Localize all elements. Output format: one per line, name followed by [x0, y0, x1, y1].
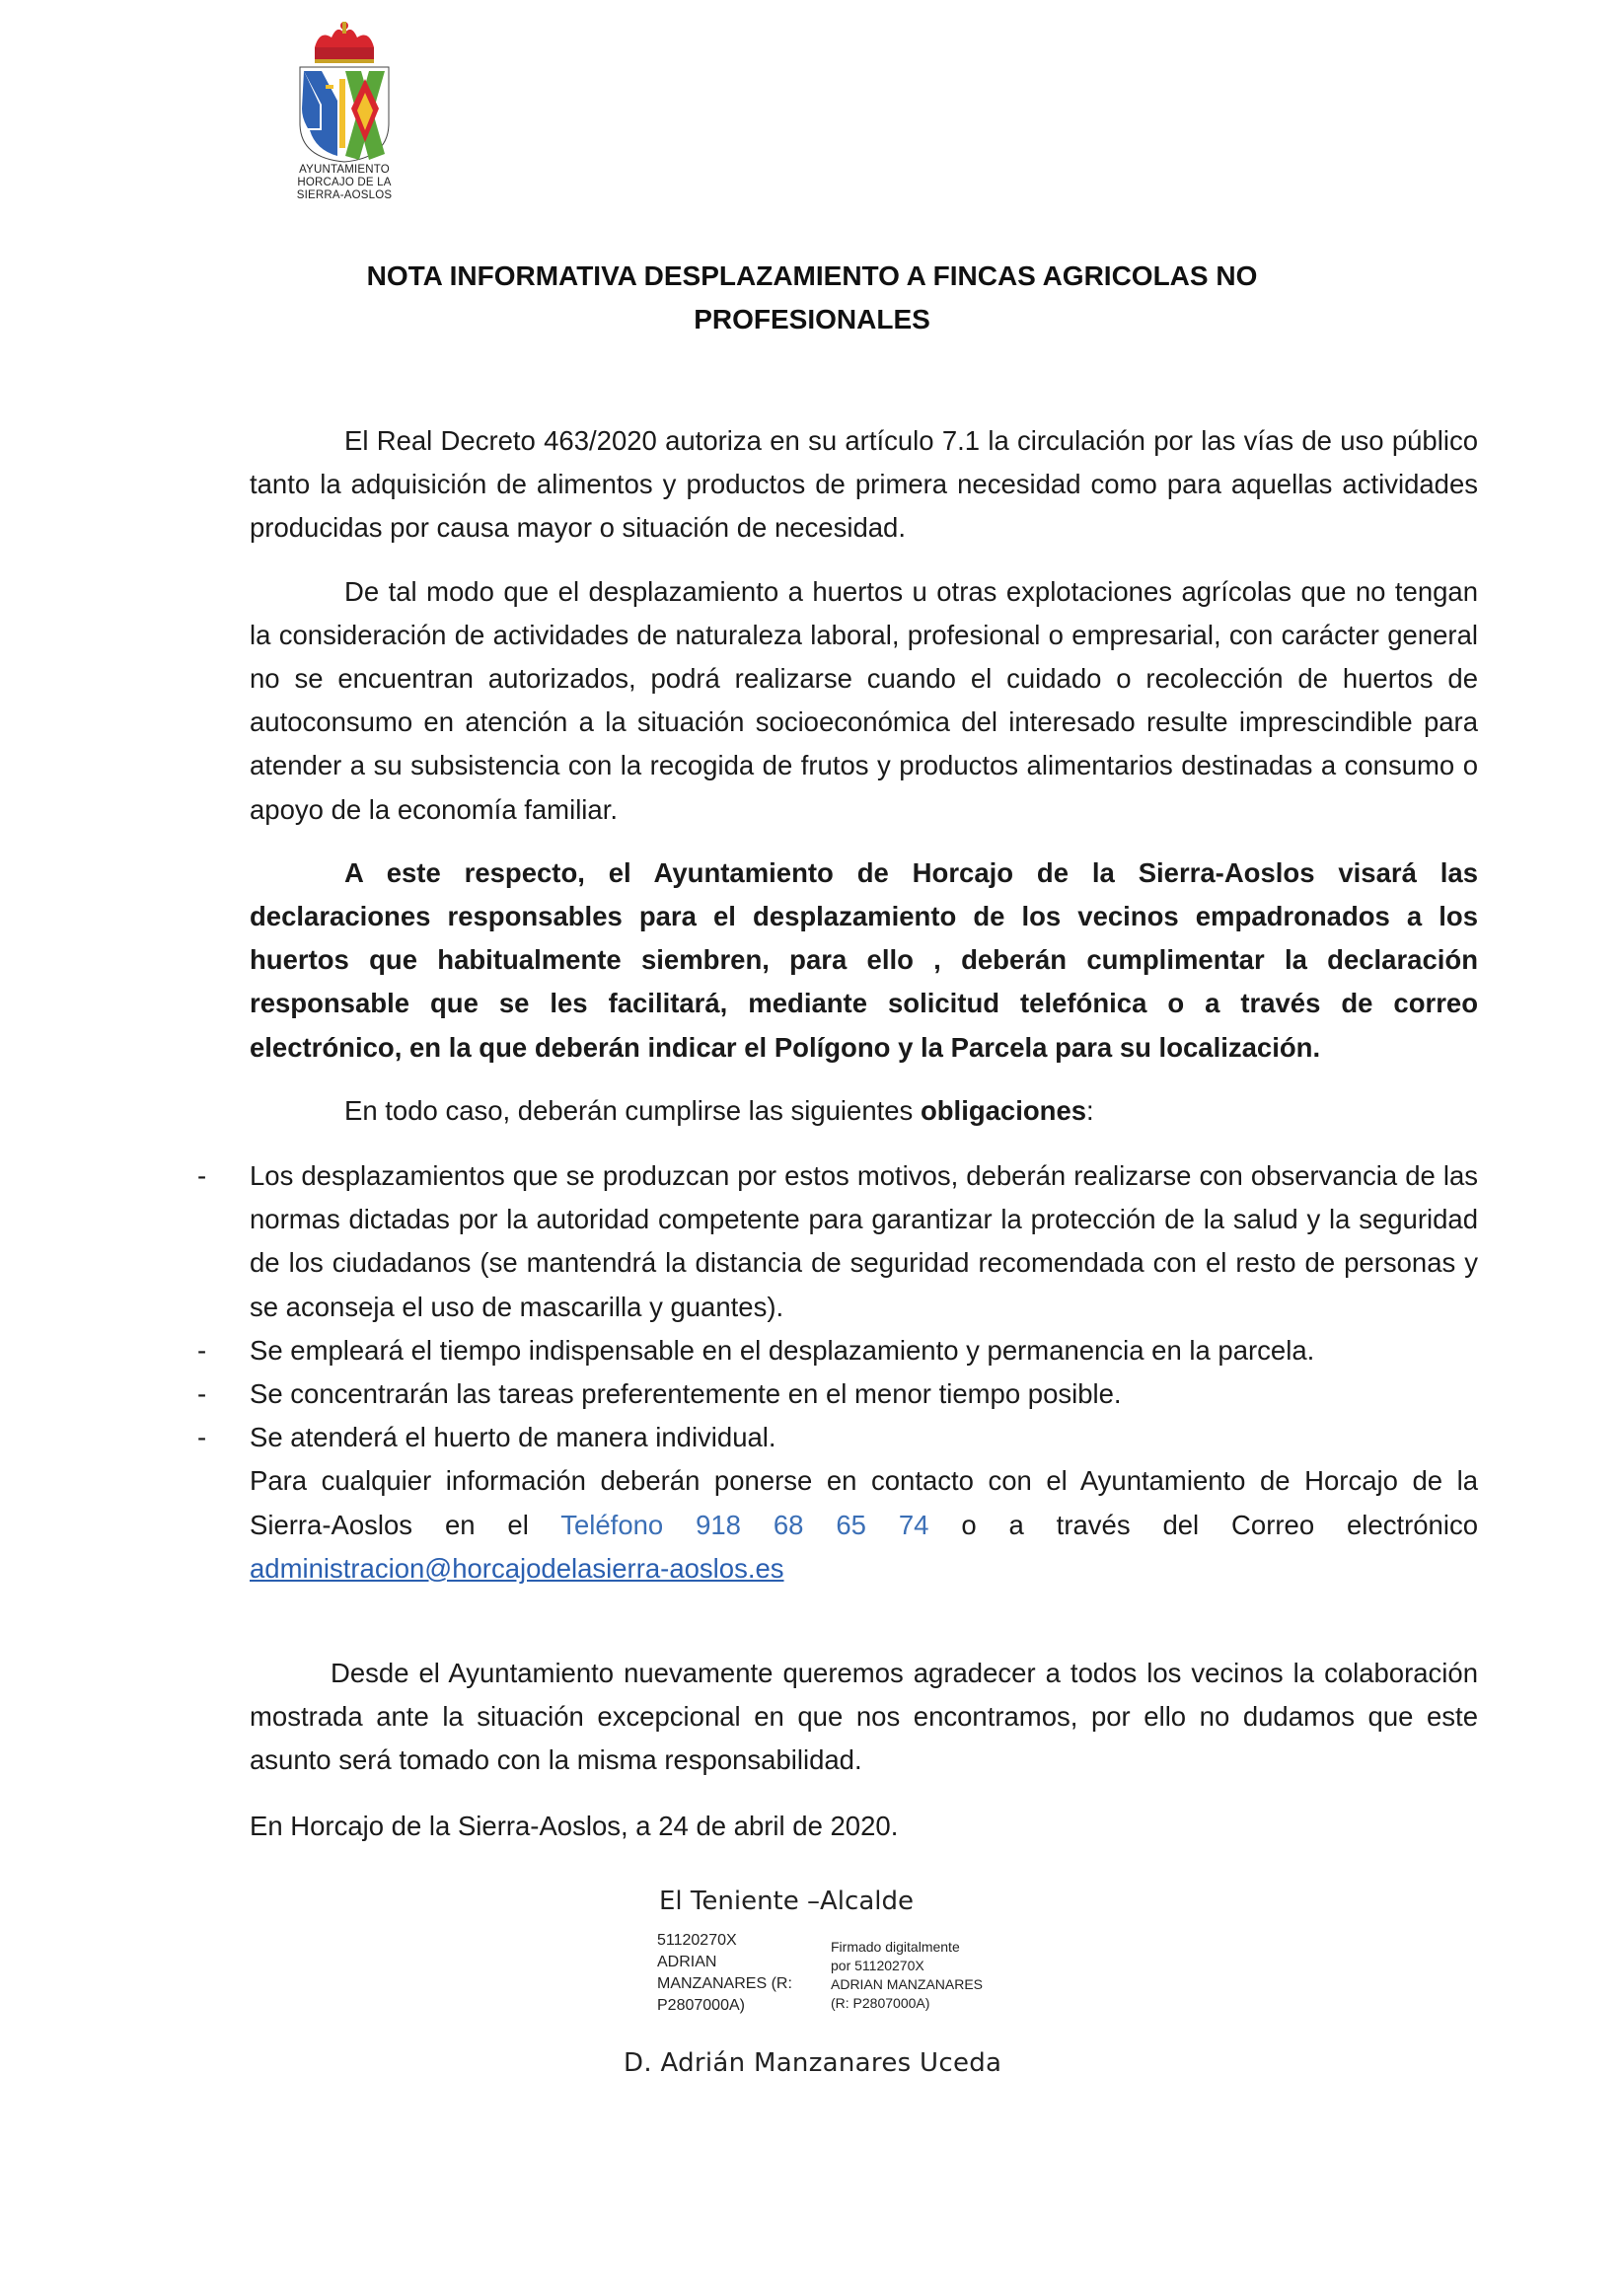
list-item-text: Se atenderá el huerto de manera individual.: [250, 1422, 776, 1453]
paragraph-obligations-intro: [250, 1089, 1478, 1133]
digital-signature-id: [657, 1930, 792, 2017]
signer-name: D. Adrián Manzanares Uceda: [624, 2048, 1002, 2078]
obligations-intro-text: En todo caso, deberán cumplirse las siguientes: [344, 1094, 921, 1126]
logo-caption: [280, 164, 408, 202]
logo-caption-line: AYUNTAMIENTO: [299, 164, 390, 176]
signature-line: ADRIAN MANZANARES: [831, 1976, 984, 1992]
list-item: [197, 1329, 1478, 1372]
title-line: NOTA INFORMATIVA DESPLAZAMIENTO A FINCAS AGRICOLAS NO: [366, 260, 1258, 291]
list-dash: -: [197, 1160, 207, 1192]
list-dash: -: [197, 1378, 207, 1410]
signature-line: P2807000A): [657, 1997, 745, 2014]
paragraph-decree: El Real Decreto 463/2020 autoriza en su artículo 7.1 la circulación por las vías de uso público tanto la adquisición de alimentos y productos de primera necesidad como para aquellas actividades producidas por causa mayor o situación de necesidad.: [250, 425, 1478, 544]
signer-role: El Teniente –Alcalde: [659, 1887, 914, 1916]
signature-line: 51120270X: [657, 1932, 737, 1949]
document-body: [197, 419, 1478, 1848]
list-item: [197, 1416, 1478, 1459]
list-item-text: Los desplazamientos que se produzcan por estos motivos, deberán realizarse con observancia de las normas dictadas por la autoridad competente para garantizar la protección de la salud y la seguridad de los ciudadanos (se mantendrá la distancia de seguridad recomendada con el resto de personas y se aconseja el uso de mascarilla y guantes).: [250, 1160, 1478, 1322]
contact-text: o a través del Correo electrónico: [928, 1509, 1478, 1540]
list-item-text: Se empleará el tiempo indispensable en el desplazamiento y permanencia en la parcela.: [250, 1334, 1315, 1366]
coat-of-arms-icon: [280, 20, 408, 164]
list-item: [197, 1372, 1478, 1416]
signature-line: ADRIAN: [657, 1954, 717, 1970]
obligations-list: [197, 1154, 1478, 1459]
title-line: PROFESIONALES: [694, 304, 930, 334]
municipal-logo: [280, 20, 408, 207]
list-dash: -: [197, 1422, 207, 1453]
phone-link[interactable]: Teléfono 918 68 65 74: [560, 1509, 929, 1540]
digital-signature-note: [831, 1938, 983, 2013]
obligations-colon: :: [1086, 1094, 1094, 1126]
email-link[interactable]: administracion@horcajodelasierra-aoslos.es: [250, 1552, 784, 1584]
signature-line: Firmado digitalmente: [831, 1939, 960, 1955]
paragraph-declarations: A este respecto, el Ayuntamiento de Horcajo de la Sierra-Aoslos visará las declaraciones responsables para el desplazamiento de los vecinos empadronados a los huertos que habitualmente siembren, para ello , deberán cumplimentar la declaración responsable que se les facilitará, mediante solicitud telefónica o a través de correo electrónico, en la que deberán indicar el Polígono y la Parcela para su localización.: [250, 856, 1478, 1063]
logo-caption-line: HORCAJO DE LA: [297, 177, 392, 188]
list-item-text: Se concentrarán las tareas preferentemente en el menor tiempo posible.: [250, 1378, 1122, 1410]
paragraph-contact: [250, 1459, 1478, 1591]
list-dash: -: [197, 1334, 207, 1366]
contact-text: Para cualquier información deberán ponerse en contacto con el Ayuntamiento de Horcajo de la Sierra-Aoslos en el: [250, 1465, 1478, 1540]
paragraph-travel: De tal modo que el desplazamiento a huertos u otras explotaciones agrícolas que no tengan la consideración de actividades de naturaleza laboral, profesional o empresarial, con carácter general no se encuentran autorizados, podrá realizarse cuando el cuidado o recolección de huertos de autoconsumo en atención a la situación socioeconómica del interesado resulte imprescindible para atender a su subsistencia con la recogida de frutos y productos alimentarios destinadas a consumo o apoyo de la economía familiar.: [250, 575, 1478, 825]
document-title: [197, 255, 1427, 341]
obligations-keyword: obligaciones: [920, 1094, 1087, 1126]
paragraph-closing: Desde el Ayuntamiento nuevamente queremos agradecer a todos los vecinos la colaboración mostrada ante la situación excepcional en que nos encontramos, por ello no dudamos que este asunto será tomado con la misma responsabilidad.: [250, 1658, 1478, 1776]
list-item: [197, 1154, 1478, 1329]
signature-line: (R: P2807000A): [831, 1995, 930, 2011]
signature-line: por 51120270X: [831, 1958, 924, 1973]
signature-line: MANZANARES (R:: [657, 1975, 792, 1992]
document-date: En Horcajo de la Sierra-Aoslos, a 24 de abril de 2020.: [250, 1810, 899, 1841]
logo-caption-line: SIERRA-AOSLOS: [296, 189, 393, 201]
